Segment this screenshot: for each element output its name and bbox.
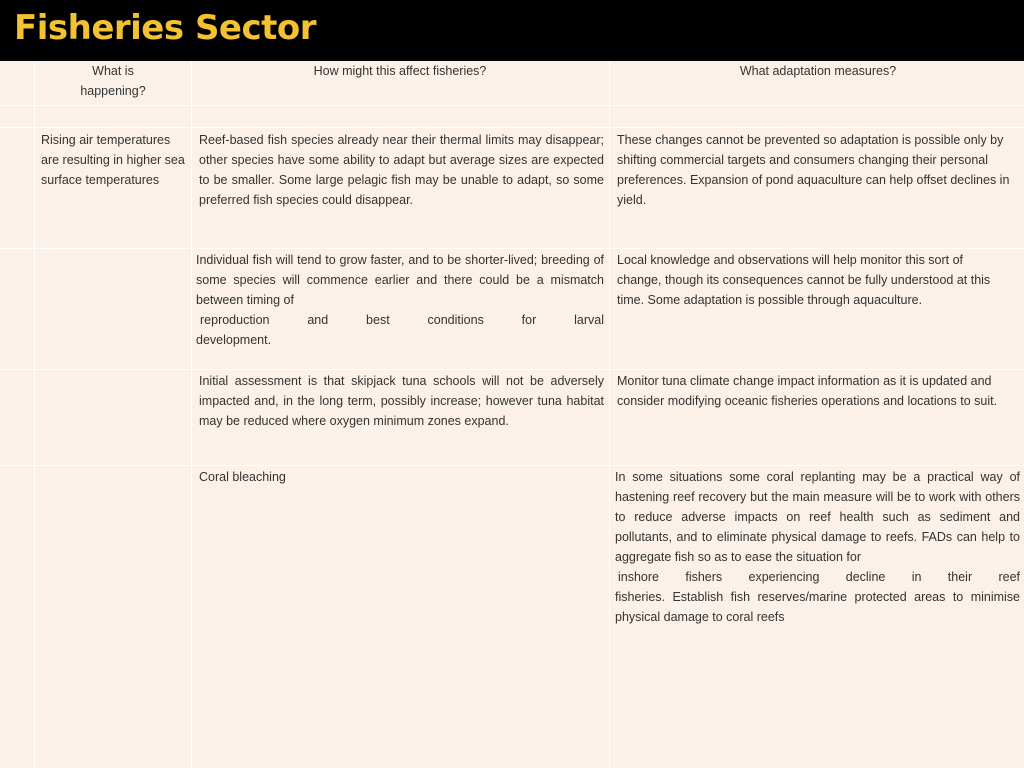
row4-adapt-text: fisheries. Establish fish reserves/marine protected areas to minimise physical damage to coral reefs — [615, 590, 1020, 624]
row-divider — [0, 369, 1024, 370]
row2-adapt-cell: Local knowledge and observations will help monitor this sort of change, though its consequences cannot be fully understood at this time. Some adaptation is possible through aquaculture. — [617, 253, 991, 307]
row1-adapt-cell: These changes cannot be prevented so adaptation is possible only by shifting commercial targets and consumers changing their personal preferences. Expansion of pond aquaculture can help offset declines in yield. — [617, 133, 1010, 207]
row1-affect-cell: Reef-based fish species already near their thermal limits may disappear; other species have some ability to adapt but average sizes are expected to be smaller. Some large pelagic fish may be unable to adapt, so some preferred fish species could disappear. — [199, 133, 604, 207]
row2-affect-text: reproduction and best conditions for larval — [200, 313, 604, 327]
row-divider — [0, 127, 1024, 128]
row2-affect-text: Individual fish will tend to grow faster, and to be shorter-lived; breeding of some species will commence earlier and there could be a mismatch between timing of — [196, 253, 604, 307]
column-divider — [191, 61, 192, 768]
row4-affect-cell: Coral bleaching — [199, 470, 286, 484]
row-divider — [0, 248, 1024, 249]
row1-what-cell: Rising air temperatures are resulting in higher sea surface temperatures — [41, 133, 185, 187]
title-bar — [0, 0, 1024, 61]
header-what-is-happening: What is happening? — [80, 64, 146, 98]
column-divider — [609, 61, 610, 768]
row2-affect-cell — [196, 250, 604, 350]
row4-adapt-text: inshore fishers experiencing decline in their reef — [618, 570, 1020, 584]
fisheries-table — [0, 61, 1024, 768]
page-title: Fisheries Sector — [14, 8, 317, 48]
row4-adapt-text: In some situations some coral replanting may be a practical way of hastening reef recovery but the main measure will be to work with others to reduce adverse impacts on reef health such as sediment and pollutants, and to eliminate physical damage to reefs. FADs can help to aggregate fish so as to ease the situation for — [615, 470, 1020, 564]
header-how-affect-fisheries: How might this affect fisheries? — [313, 64, 487, 78]
row3-affect-cell: Initial assessment is that skipjack tuna schools will not be adversely impacted and, in the long term, possibly increase; however tuna habitat may be reduced where oxygen minimum zones expand. — [199, 374, 604, 428]
row2-affect-text: development. — [196, 333, 272, 347]
column-divider — [34, 61, 35, 768]
row-divider — [0, 105, 1024, 106]
row4-adapt-cell — [615, 467, 1020, 627]
row-divider — [0, 465, 1024, 466]
header-adaptation-measures: What adaptation measures? — [739, 64, 897, 78]
row3-adapt-cell: Monitor tuna climate change impact information as it is updated and consider modifying oceanic fisheries operations and locations to suit. — [617, 374, 998, 408]
